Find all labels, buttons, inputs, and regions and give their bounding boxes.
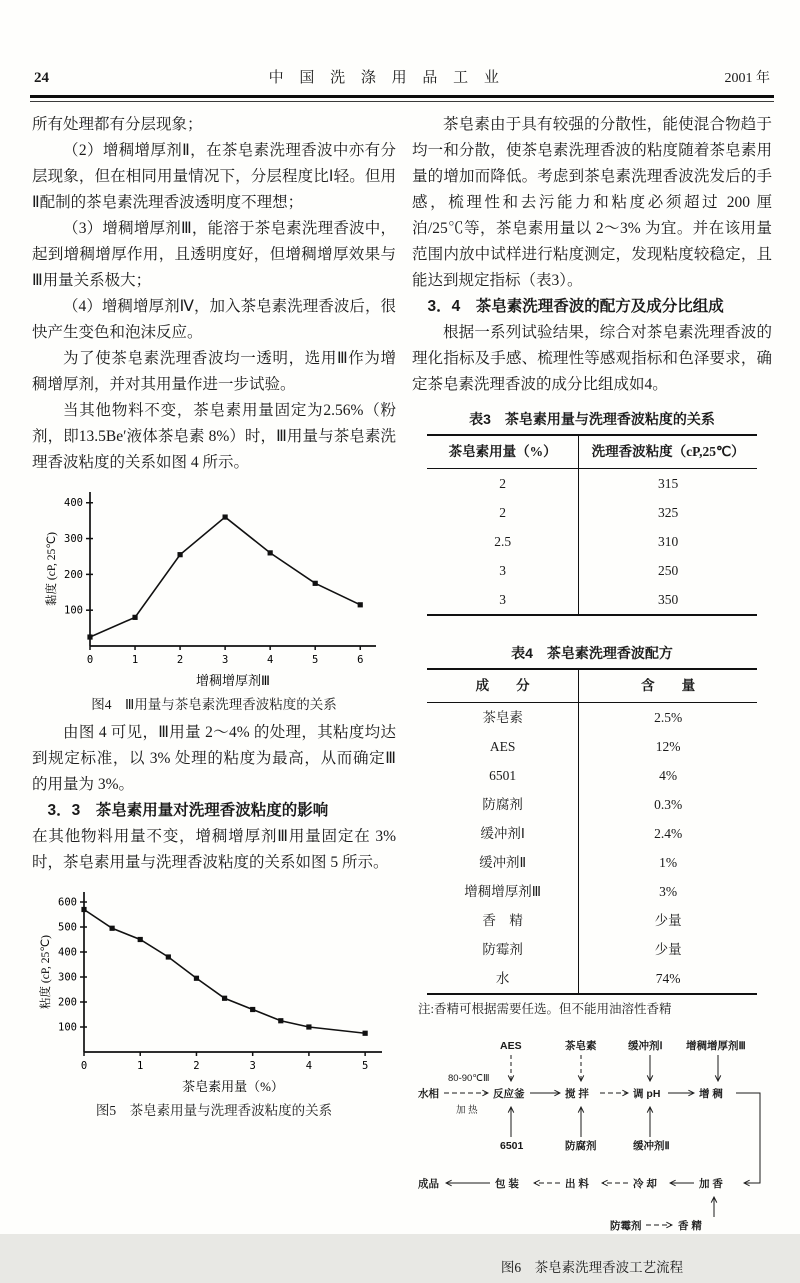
- y-tick-label: 400: [58, 946, 77, 959]
- table3-block: [412, 408, 772, 616]
- data-point: [81, 907, 86, 912]
- flow-input-6501: 6501: [500, 1140, 524, 1152]
- x-tick-label: 3: [249, 1060, 256, 1072]
- data-point: [138, 937, 143, 942]
- table-row: [427, 935, 757, 964]
- paragraph-item4: （4）增稠增厚剂Ⅳ，加入茶皂素洗理香波后，很快产生变色和泡沫反应。: [32, 298, 396, 341]
- paragraph-item3: （3）增稠增厚剂Ⅲ，能溶于茶皂素洗理香波中，起到增稠增厚作用，且透明度好，但增稠增厚效果与Ⅲ用量关系极大；: [32, 220, 396, 289]
- table-cell: 防霉剂: [427, 935, 579, 964]
- y-tick-label: 500: [58, 921, 77, 934]
- data-point: [306, 1024, 311, 1029]
- table-cell: 缓冲剂Ⅰ: [427, 819, 579, 848]
- header-rule-thin: [30, 101, 774, 102]
- x-tick-label: 3: [221, 654, 229, 666]
- table-cell: 防腐剂: [427, 790, 579, 819]
- flow-input-thickener3: 增稠增厚剂Ⅲ: [686, 1040, 746, 1052]
- table-cell: 2.4%: [654, 825, 683, 841]
- data-point: [363, 1031, 368, 1036]
- flow-node-cool: 冷 却: [633, 1178, 657, 1190]
- data-point: [278, 1018, 283, 1023]
- flow-label-heating: 加 热: [456, 1105, 478, 1116]
- y-tick-label: 200: [58, 996, 77, 1009]
- table-cell: 水: [427, 964, 579, 994]
- flow-node-stir: 搅 拌: [565, 1088, 589, 1100]
- paragraph-continuation: 所有处理都有分层现象；: [32, 116, 203, 133]
- table3-title: 表3 茶皂素用量与洗理香波粘度的关系: [469, 411, 715, 427]
- table4-header-row: [427, 669, 757, 703]
- table4-header-ingredient: 成 分: [427, 669, 579, 703]
- flow-input-aes: AES: [500, 1040, 522, 1052]
- flow-node-water-phase: 水相: [418, 1088, 439, 1100]
- table-row: [427, 703, 757, 733]
- left-column: [32, 112, 396, 1126]
- figure5-caption: 图5 茶皂素用量与洗理香波粘度的关系: [95, 1103, 333, 1118]
- page-header: [34, 66, 770, 87]
- table-cell: 74%: [655, 970, 681, 986]
- table-cell: 0.3%: [654, 796, 683, 812]
- table-cell: 6501: [427, 761, 579, 790]
- table-row: [427, 556, 757, 585]
- y-tick-label: 100: [58, 1021, 77, 1034]
- x-tick-label: 5: [312, 654, 319, 666]
- table-row: [427, 819, 757, 848]
- flow-node-thicken: 增 稠: [699, 1088, 723, 1100]
- flow-connector: [736, 1093, 760, 1183]
- table-cell: 茶皂素: [427, 703, 579, 733]
- paragraph-formula-intro: 根据一系列试验结果，综合对茶皂素洗理香波的理化指标及手感、梳理性等感观指标和色泽要求，确定茶皂素洗理香波的成分比组成如4。: [412, 324, 772, 393]
- table-cell: AES: [427, 732, 579, 761]
- table4-block: [412, 642, 772, 1019]
- table-row: [427, 732, 757, 761]
- x-tick-label: 5: [361, 1060, 369, 1072]
- y-tick-label: 300: [64, 533, 83, 546]
- table-cell: 3: [427, 585, 579, 615]
- table-cell: 1%: [659, 854, 678, 870]
- flow-input-buffer1: 缓冲剂Ⅰ: [628, 1040, 663, 1052]
- flow-node-discharge: 出 料: [565, 1178, 589, 1190]
- right-column: [412, 112, 772, 1283]
- flow-input-buffer2: 缓冲剂Ⅱ: [633, 1140, 670, 1152]
- data-point: [132, 615, 137, 620]
- flow-input-preservative: 防腐剂: [565, 1140, 597, 1152]
- table-row: [427, 877, 757, 906]
- table-row: [427, 790, 757, 819]
- paragraph-fixed-dosage: 当其他物料不变，茶皂素用量固定为2.56%（粉剂，即13.5Be′液体茶皂素 8%）时，Ⅲ用量与茶皂素洗理香波粘度的关系如图 4 所示。: [32, 402, 396, 471]
- flow-node-adjust-ph: 调 pH: [633, 1088, 661, 1100]
- table3: [427, 434, 757, 616]
- table4: [427, 668, 757, 995]
- table-cell: 325: [658, 504, 679, 520]
- y-tick-label: 200: [64, 568, 83, 581]
- table-cell: 增稠增厚剂Ⅲ: [427, 877, 579, 906]
- paragraph-3-3-intro: 在其他物料用量不变，增稠增厚剂Ⅲ用量固定在 3% 时，茶皂素用量与洗理香波粘度的关系如图 5 所示。: [32, 828, 396, 871]
- paragraph-fig4-discussion: 由图 4 可见，Ⅲ用量 2～4% 的处理，其粘度均达到规定标准，以 3% 处理的粘度为最高，从而确定Ⅲ的用量为 3%。: [32, 724, 396, 793]
- data-point: [87, 634, 92, 639]
- y-axis-label: 粘度 (cP, 25℃): [40, 935, 52, 1009]
- table-row: [427, 469, 757, 499]
- paragraph-item2: （2）增稠增厚剂Ⅱ，在茶皂素洗理香波中亦有分层现象，但在相同用量情况下，分层程度比Ⅰ轻。但用Ⅱ配制的茶皂素洗理香波透明度不理想；: [32, 142, 396, 211]
- table-cell: 2: [427, 469, 579, 499]
- data-point: [313, 581, 318, 586]
- table-cell: 4%: [659, 767, 678, 783]
- data-point: [194, 976, 199, 981]
- table-cell: 315: [658, 475, 679, 491]
- data-point: [177, 552, 182, 557]
- flow-label-temperature: 80-90℃Ⅲ: [448, 1073, 490, 1084]
- flow-input-fragrance: 香 精: [678, 1220, 702, 1232]
- section-heading-3-3: 3．3 茶皂素用量对洗理香波粘度的影响: [47, 802, 329, 819]
- table-row: [427, 498, 757, 527]
- flow-input-tea-saponin: 茶皂素: [565, 1040, 597, 1052]
- paragraph-dispersion: 茶皂素由于具有较强的分散性，能使混合物趋于均一和分散，使茶皂素洗理香波的粘度随着茶皂素用量的增加而降低。考虑到茶皂素洗理香波洗发后的手感，梳理性和去污能力和粘度必须超过 200 厘泊/25℃等，茶皂素用量以 2～3% 为宜。并在该用量范围内放中试样进行粘度测定，发现粘度较稳定，且能达到规定指标（表3）。: [412, 116, 772, 289]
- table-row: [427, 761, 757, 790]
- data-point: [223, 514, 228, 519]
- figure6-process-flow-diagram: [414, 1033, 770, 1241]
- table-row: [427, 848, 757, 877]
- figure5-line-chart: [34, 880, 394, 1098]
- data-point: [110, 926, 115, 931]
- x-axis-label: 增稠增厚剂Ⅲ: [196, 673, 270, 688]
- table4-note: 注:香精可根据需要任选。但不能用油溶性香精: [418, 1002, 672, 1016]
- data-point: [268, 550, 273, 555]
- section-heading-3-4: 3．4 茶皂素洗理香波的配方及成分比组成: [427, 298, 724, 315]
- y-tick-label: 600: [58, 896, 77, 909]
- table-cell: 2.5: [427, 527, 579, 556]
- x-tick-label: 2: [193, 1060, 200, 1072]
- x-tick-label: 1: [131, 654, 139, 666]
- issue-year: 2001 年: [724, 71, 770, 86]
- table4-header-content: 含 量: [579, 669, 757, 703]
- x-tick-label: 4: [266, 654, 274, 666]
- table-cell: 3: [427, 556, 579, 585]
- table3-header-row: [427, 435, 757, 469]
- figure4-line-chart: [40, 480, 388, 692]
- table3-header-dosage: 茶皂素用量（%）: [427, 435, 579, 469]
- y-tick-label: 100: [64, 604, 83, 617]
- page-number: 24: [34, 70, 49, 86]
- x-tick-label: 2: [176, 654, 184, 666]
- data-point: [250, 1007, 255, 1012]
- table-cell: 12%: [655, 738, 681, 754]
- x-tick-label: 4: [305, 1060, 313, 1072]
- table-cell: 3%: [659, 883, 678, 899]
- x-tick-label: 1: [137, 1060, 144, 1072]
- table-cell: 缓冲剂Ⅱ: [427, 848, 579, 877]
- y-tick-label: 400: [64, 497, 83, 510]
- x-axis-label: 茶皂素用量（%）: [182, 1079, 284, 1094]
- table3-header-viscosity: 洗理香波粘度（cP,25℃）: [579, 435, 757, 469]
- figure4-caption: 图4 Ⅲ用量与茶皂素洗理香波粘度的关系: [91, 697, 337, 712]
- data-line: [84, 910, 365, 1034]
- table-cell: 310: [658, 533, 679, 549]
- table-cell: 少量: [654, 912, 682, 928]
- table-row: [427, 585, 757, 615]
- flow-node-pack: 包 装: [495, 1178, 519, 1190]
- table-row: [427, 906, 757, 935]
- y-tick-label: 300: [58, 971, 77, 984]
- table-cell: 2: [427, 498, 579, 527]
- table-cell: 香 精: [427, 906, 579, 935]
- y-axis-label: 黏度 (cP, 25℃): [46, 532, 58, 606]
- paragraph-select-thickener: 为了使茶皂素洗理香波均一透明，选用Ⅲ作为增稠增厚剂，并对其用量作进一步试验。: [32, 350, 396, 393]
- flow-input-mildewproof: 防霉剂: [610, 1220, 642, 1232]
- x-tick-label: 6: [357, 654, 364, 666]
- data-point: [166, 954, 171, 959]
- header-rule-thick: [30, 95, 774, 98]
- flow-node-reactor: 反应釜: [493, 1088, 525, 1100]
- data-point: [358, 602, 363, 607]
- table-row: [427, 964, 757, 994]
- table-cell: 350: [658, 591, 679, 607]
- table-cell: 250: [658, 562, 679, 578]
- table-row: [427, 527, 757, 556]
- journal-title: 中 国 洗 涤 用 品 工 业: [268, 70, 505, 86]
- x-tick-label: 0: [86, 654, 94, 666]
- x-tick-label: 0: [80, 1060, 88, 1072]
- flow-node-finished-product: 成品: [418, 1178, 439, 1190]
- table-cell: 少量: [654, 941, 682, 957]
- figure6-caption: 图6 茶皂素洗理香波工艺流程: [500, 1260, 684, 1275]
- data-line: [90, 517, 360, 637]
- table-cell: 2.5%: [654, 709, 683, 725]
- table4-title: 表4 茶皂素洗理香波配方: [511, 645, 673, 661]
- flow-node-add-fragrance: 加 香: [699, 1178, 723, 1190]
- data-point: [222, 996, 227, 1001]
